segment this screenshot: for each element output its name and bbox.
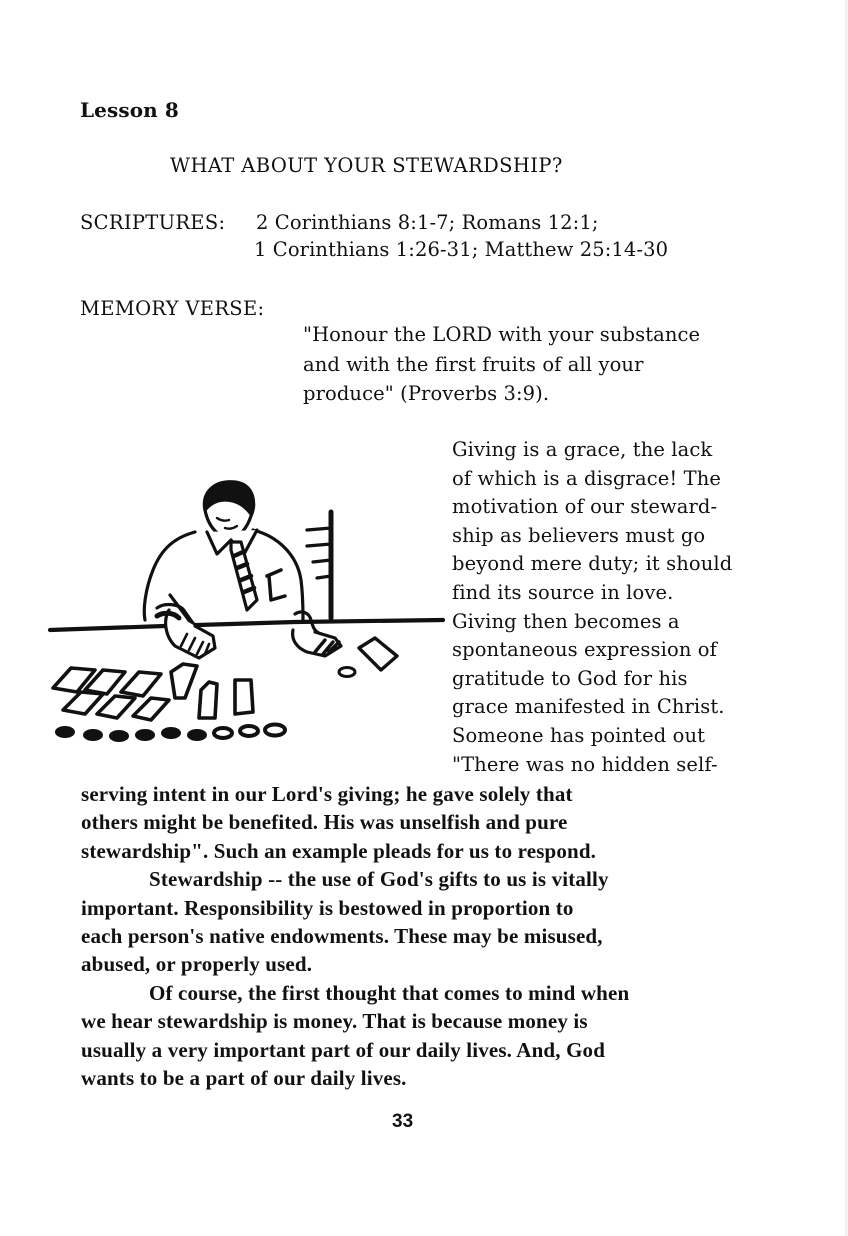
memory-verse-line: "Honour the LORD with your substance	[303, 323, 701, 346]
text-line: spontaneous expression of	[452, 638, 717, 662]
text-line: grace manifested in Christ.	[452, 695, 725, 719]
head-icon	[204, 482, 253, 538]
coins-icon	[56, 725, 285, 742]
coin-icon	[339, 668, 355, 677]
text-line: motivation of our steward-	[452, 495, 718, 519]
body-text-line: abused, or properly used.	[81, 952, 313, 977]
text-line: beyond mere duty; it should	[452, 552, 733, 576]
body-text-line: important. Responsibility is bestowed in proportion to	[81, 895, 574, 920]
card-icon	[359, 638, 397, 670]
scripture-line: 1 Corinthians 1:26-31; Matthew 25:14-30	[254, 238, 669, 261]
scripture-line: 2 Corinthians 8:1-7; Romans 12:1;	[256, 211, 599, 234]
text-line: Someone has pointed out	[452, 723, 706, 747]
cards-icon	[53, 664, 253, 720]
memory-verse	[303, 320, 700, 409]
body-text-line: serving intent in our Lord's giving; he gave solely that	[81, 782, 573, 806]
memory-verse-line: produce" (Proverbs 3:9).	[303, 382, 550, 405]
body-text-line: stewardship". Such an example pleads for us to respond.	[81, 838, 597, 863]
memory-verse-label: MEMORY VERSE:	[80, 297, 265, 320]
lesson-label: Lesson 8	[80, 98, 179, 122]
body-text-line: others might be benefited. His was unselfish and pure	[81, 810, 568, 835]
torso-icon	[144, 530, 303, 622]
body-text-line: we hear stewardship is money. That is because money is	[81, 1009, 588, 1034]
body-text-line: Of course, the first thought that comes to mind when	[149, 980, 630, 1005]
text-line: Giving is a grace, the lack	[452, 438, 713, 461]
body-text-line: wants to be a part of our daily lives.	[81, 1066, 407, 1091]
memory-verse-line: and with the first fruits of all your	[303, 352, 644, 376]
text-line: gratitude to God for his	[452, 666, 688, 690]
page-title: WHAT ABOUT YOUR STEWARDSHIP?	[170, 154, 563, 177]
body-paragraphs	[81, 780, 629, 1092]
man-with-cards-and-coins-illustration	[45, 470, 455, 750]
scriptures-label: SCRIPTURES:	[80, 211, 226, 234]
right-hand-icon	[293, 612, 341, 656]
text-line: of which is a disgrace! The	[452, 466, 722, 490]
side-paragraph	[452, 436, 732, 779]
body-text-line: usually a very important part of our daily lives. And, God	[81, 1037, 606, 1062]
table-edge	[50, 620, 443, 630]
body-text-line: Stewardship -- the use of God's gifts to us is vitally	[149, 867, 609, 892]
page-number: 33	[392, 1111, 414, 1132]
text-line: Giving then becomes a	[452, 609, 680, 633]
left-hand-icon	[157, 605, 215, 658]
text-line: ship as believers must go	[452, 523, 706, 547]
body-text-line: each person's native endowments. These may be misused,	[81, 924, 603, 949]
text-line: "There was no hidden self-	[452, 752, 718, 776]
chair-icon	[307, 512, 331, 618]
text-line: find its source in love.	[452, 580, 674, 604]
